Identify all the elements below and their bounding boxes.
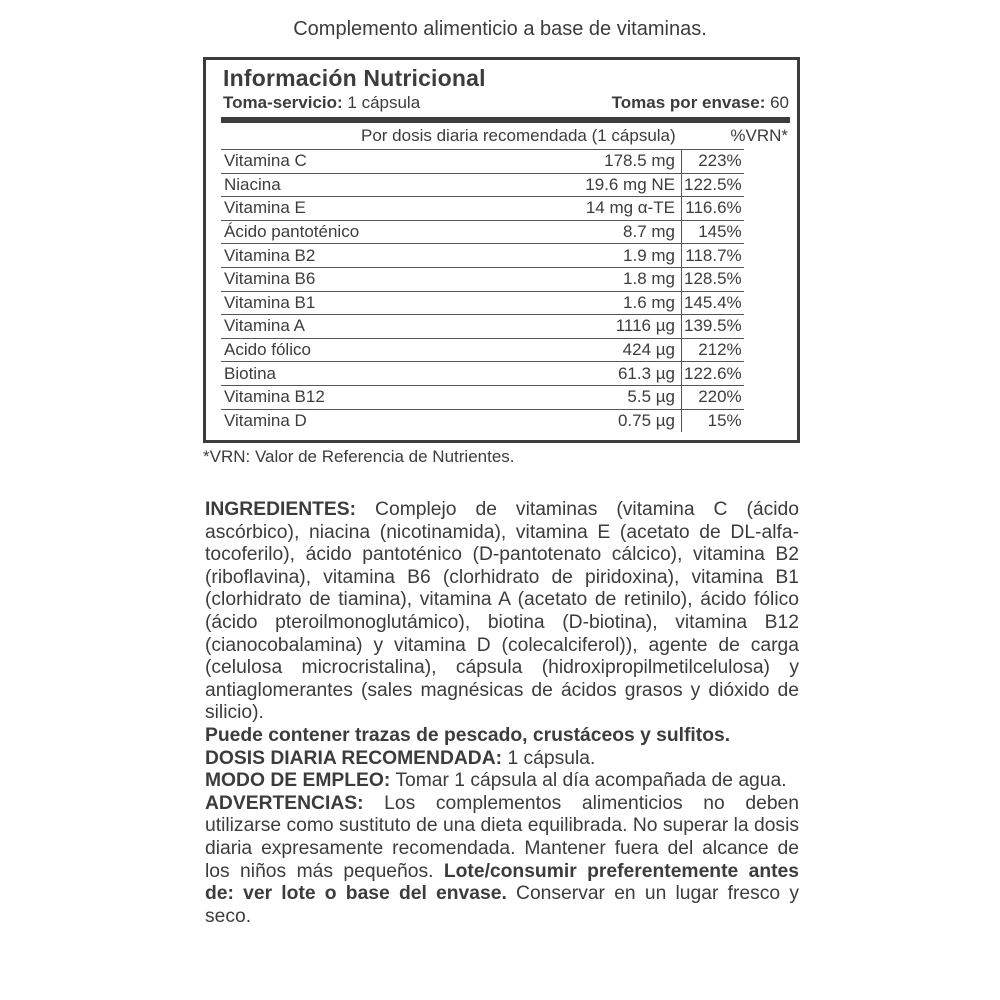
- nutrient-amount: 1.9 mg: [446, 244, 682, 268]
- usage-label: MODO DE EMPLEO:: [205, 770, 391, 792]
- nutrient-row: [221, 385, 744, 409]
- warnings-text: Los complementos alimenticios no deben utilizarse como sustituto de una dieta equilibrada. No superar la dosis diaria expresamente recomendada. Mantener fuera del alcance de los niños más pequeños.: [205, 792, 799, 882]
- nutrient-row: [221, 362, 744, 386]
- dose-label: DOSIS DIARIA RECOMENDADA:: [205, 747, 503, 769]
- ingredients-paragraph: [205, 499, 799, 725]
- nutrient-vrn: 118.7%: [682, 244, 744, 268]
- dose-text: 1 cápsula.: [502, 747, 596, 769]
- nutrient-name: Biotina: [221, 362, 446, 386]
- product-subtitle: Complemento alimenticio a base de vitaminas.: [293, 18, 707, 40]
- servings-per-container: [612, 93, 789, 113]
- nutrient-name: Vitamina B2: [221, 244, 446, 268]
- nutrient-vrn: 145%: [682, 220, 744, 244]
- lot-label: Lote/consumir preferentemente antes de: ver lote o base del envase.: [205, 860, 799, 905]
- dose-paragraph: [205, 748, 799, 771]
- nutrient-name: Vitamina B6: [221, 267, 446, 291]
- vrn-footnote: *VRN: Valor de Referencia de Nutrientes.: [203, 447, 515, 466]
- traces-paragraph: [205, 725, 799, 748]
- nutrient-name: Vitamina A: [221, 315, 446, 339]
- nutrient-amount: 424 µg: [446, 338, 682, 362]
- nutrient-row: [221, 338, 744, 362]
- servings-value: 60: [765, 93, 789, 112]
- ingredients-text: Complejo de vitaminas (vitamina C (ácido ascórbico), niacina (nicotinamida), vitamina E (acetato de DL-alfa-tocoferilo), ácido pantoténico (D-pantotenato cálcico), vitamina B2 (riboflavina), vitamina B6 (clorhidrato de piridoxina), vitamina B1 (clorhidrato de tiamina), vitamina A (acetato de retinilo), ácido fólico (ácido pteroilmonoglutámico), biotina (D-biotina), vitamina B12 (cianocobalamina) y vitamina D (colecalciferol)), agente de carga (celulosa microcristalina), cápsula (hidroxipropilmetilcelulosa) y antiaglomerantes (sales magnésicas de ácidos grasos y dióxido de silicio).: [205, 499, 799, 724]
- nutrient-vrn: 122.6%: [682, 362, 744, 386]
- nutrition-facts-panel: [203, 57, 800, 443]
- traces-text: Puede contener trazas de pescado, crustáceos y sulfitos.: [205, 724, 731, 746]
- header-vrn: %VRN*: [730, 126, 788, 145]
- nutrient-name: Niacina: [221, 173, 446, 197]
- nutrient-name: Vitamina B1: [221, 291, 446, 315]
- label-body-text: [205, 499, 799, 928]
- nutrient-amount: 1.6 mg: [446, 291, 682, 315]
- nutrient-row: [221, 150, 744, 174]
- nutrient-name: Vitamina E: [221, 197, 446, 221]
- nutrient-vrn: 116.6%: [682, 197, 744, 221]
- servings-label: Tomas por envase:: [611, 93, 766, 112]
- usage-text: Tomar 1 cápsula al día acompañada de agua.: [390, 770, 787, 792]
- nutrient-amount: 1.8 mg: [446, 267, 682, 291]
- nutrient-amount: 0.75 µg: [446, 409, 682, 432]
- header-dose: Por dosis diaria recomendada (1 cápsula): [361, 126, 676, 145]
- table-header: [221, 126, 790, 148]
- nutrient-name: Vitamina D: [221, 409, 446, 432]
- nutrient-row: [221, 244, 744, 268]
- section-divider: [221, 117, 790, 123]
- serving-value: 1 cápsula: [342, 93, 421, 112]
- nutrient-row: [221, 291, 744, 315]
- nutrient-vrn: 122.5%: [682, 173, 744, 197]
- nutrient-row: [221, 267, 744, 291]
- nutrient-name: Vitamina C: [221, 150, 446, 174]
- ingredients-label: INGREDIENTES:: [205, 499, 357, 520]
- serving-size: [223, 93, 420, 113]
- nutrition-title: Información Nutricional: [223, 65, 486, 91]
- nutrient-amount: 178.5 mg: [446, 150, 682, 174]
- nutrient-row: [221, 315, 744, 339]
- nutrient-vrn: 220%: [682, 385, 744, 409]
- nutrient-amount: 14 mg α-TE: [446, 197, 682, 221]
- nutrient-name: Ácido pantoténico: [221, 220, 446, 244]
- nutrient-row: [221, 197, 744, 221]
- serving-label: Toma-servicio:: [223, 93, 343, 112]
- nutrient-name: Vitamina B12: [221, 385, 446, 409]
- nutrient-vrn: 145.4%: [682, 291, 744, 315]
- warnings-label: ADVERTENCIAS:: [205, 792, 364, 814]
- nutrient-row: [221, 220, 744, 244]
- nutrient-name: Acido fólico: [221, 338, 446, 362]
- nutrient-vrn: 15%: [682, 409, 744, 432]
- nutrient-row: [221, 409, 744, 432]
- nutrient-amount: 5.5 µg: [446, 385, 682, 409]
- nutrient-amount: 8.7 mg: [446, 220, 682, 244]
- nutrient-amount: 19.6 mg NE: [446, 173, 682, 197]
- nutrient-amount: 1116 µg: [446, 315, 682, 339]
- warnings-paragraph: [205, 793, 799, 929]
- storage-text: Conservar en un lugar fresco y seco.: [205, 883, 799, 927]
- nutrient-vrn: 128.5%: [682, 267, 744, 291]
- nutrient-table: [221, 149, 744, 432]
- nutrient-vrn: 212%: [682, 338, 744, 362]
- nutrient-vrn: 139.5%: [682, 315, 744, 339]
- usage-paragraph: [205, 770, 799, 793]
- nutrient-row: [221, 173, 744, 197]
- nutrient-amount: 61.3 µg: [446, 362, 682, 386]
- nutrient-vrn: 223%: [682, 150, 744, 174]
